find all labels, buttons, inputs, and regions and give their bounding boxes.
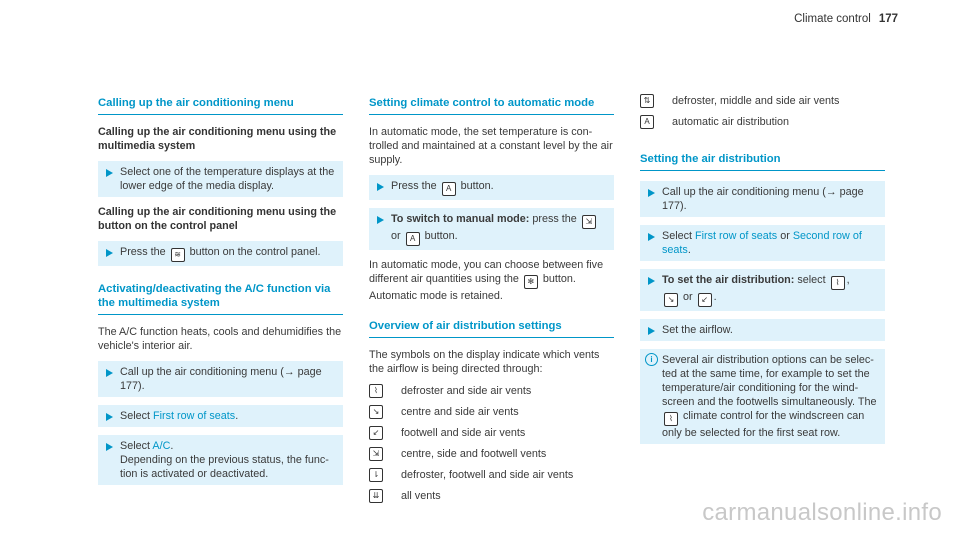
footwell-side-icon: ↙ <box>698 293 712 307</box>
column-left <box>98 96 343 493</box>
step-select-seat-row: Select First row of seats or Second row of seats. <box>640 225 885 261</box>
step-press-button: Press the ≋ button on the control panel. <box>98 241 343 266</box>
climate-menu-icon: ≋ <box>171 248 185 262</box>
step-press-auto: Press the A button. <box>369 175 614 200</box>
paragraph-automatic: In automatic mode, the set temperature is con-trolled and maintained at a constant level by the air supply. <box>369 126 613 166</box>
info-icon: i <box>645 353 658 366</box>
link-first-row[interactable]: First row of seats <box>695 230 778 242</box>
subheading-multimedia: Calling up the air conditioning menu using the multimedia system <box>98 126 337 152</box>
heading-ac-function: Activating/deactivating the A/C function via the multimedia system <box>98 282 343 315</box>
step-select-row: Select First row of seats. <box>98 405 343 427</box>
defroster-side-icon: ⌇ <box>831 276 845 290</box>
heading-air-distribution-overview: Overview of air distribution settings <box>369 319 614 338</box>
symbol-row: ⇅ defroster, middle and side air vents <box>640 94 885 108</box>
defroster-middle-side-icon: ⇅ <box>640 94 654 108</box>
symbol-row: ↙ footwell and side air vents <box>369 426 614 440</box>
step-manual-mode: To switch to manual mode: press the ⇲ or A button. <box>369 208 614 250</box>
centre-side-icon: ↘ <box>664 293 678 307</box>
step-call-menu: Call up the air conditioning menu (→ page 177). <box>640 181 885 217</box>
symbol-row: ⇂ defroster, footwell and side air vents <box>369 468 614 482</box>
step-select-ac: Select A/C. Depending on the previous status, the func-tion is activated or deactivated. <box>98 435 343 485</box>
paragraph-symbols: The symbols on the display indicate which vents the airflow is being directed through: <box>369 349 600 375</box>
link-second-row[interactable]: Second row of seats <box>662 230 862 256</box>
symbol-row: ↘ centre and side air vents <box>369 405 614 419</box>
column-middle <box>369 96 614 510</box>
symbol-row: ⇲ centre, side and footwell vents <box>369 447 614 461</box>
link-first-row[interactable]: First row of seats <box>153 410 236 422</box>
heading-automatic-mode: Setting climate control to automatic mode <box>369 96 614 115</box>
page-number: 177 <box>878 13 898 25</box>
symbol-row: ⌇ defroster and side air vents <box>369 384 614 398</box>
link-ac[interactable]: A/C <box>152 440 171 452</box>
heading-setting-air-distribution: Setting the air distribution <box>640 152 885 171</box>
heading-calling-up-menu: Calling up the air conditioning menu <box>98 96 343 115</box>
step-call-menu: Call up the air conditioning menu (→ page 177). <box>98 361 343 397</box>
page-header <box>794 13 898 25</box>
defroster-side-icon: ⌇ <box>369 384 383 398</box>
symbol-row: ⇊ all vents <box>369 489 614 503</box>
centre-side-icon: ↘ <box>369 405 383 419</box>
step-select-temperature: Select one of the temperature displays at the lower edge of the media display. <box>98 161 343 197</box>
auto-icon: A <box>442 182 456 196</box>
automatic-distribution-icon: A <box>640 115 654 129</box>
paragraph-air-quantity: In automatic mode, you can choose between five different air quantities using the ✻ button. Automatic mode is retained. <box>369 259 604 302</box>
step-set-distribution: To set the air distribution: select ⌇ , ↘ or ↙ . <box>640 269 885 311</box>
auto-icon: A <box>406 232 420 246</box>
defroster-side-icon: ⌇ <box>664 412 678 426</box>
defroster-footwell-side-icon: ⇂ <box>369 468 383 482</box>
paragraph-ac: The A/C function heats, cools and dehumidifies the vehicle's interior air. <box>98 326 342 352</box>
note-box: i Several air distribution options can be selec-ted at the same time, for example to set the temperature/air conditioning for the wind-screen and the footwells simultaneously. The ⌇ climate control for the windscreen can only be selected for the first seat row. <box>640 349 885 444</box>
watermark: carmanualsonline.info <box>702 499 942 526</box>
column-right <box>640 94 885 452</box>
footwell-side-icon: ↙ <box>369 426 383 440</box>
air-distribution-icon: ⇲ <box>582 215 596 229</box>
subheading-control-panel: Calling up the air conditioning menu using the button on the control panel <box>98 206 337 232</box>
all-vents-icon: ⇊ <box>369 489 383 503</box>
step-set-airflow: Set the airflow. <box>640 319 885 341</box>
centre-side-footwell-icon: ⇲ <box>369 447 383 461</box>
symbol-row: A automatic air distribution <box>640 115 885 129</box>
section-title: Climate control <box>794 13 871 25</box>
fan-icon: ✻ <box>524 275 538 289</box>
